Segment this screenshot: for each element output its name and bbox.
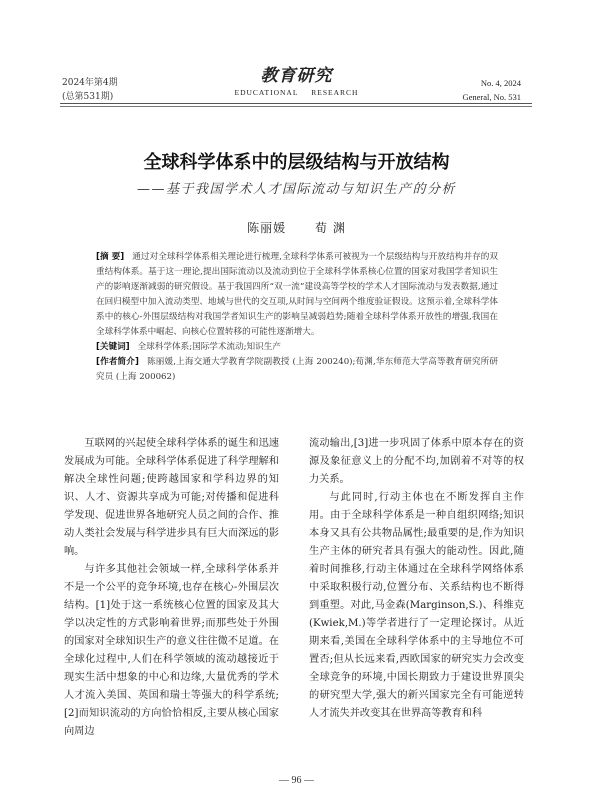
body-paragraph: 互联网的兴起使全球科学体系的诞生和迅速发展成为可能。全球科学体系促进了科学理解和解决全球性问题;使跨越国家和学科边界的知识、人才、资源共享成为可能;对传播和促进科学发现、促进世界各地研究人员之间的合作、推动人类社会发展与科学进步具有巨大而深远的影响。 xyxy=(64,438,279,557)
header-right xyxy=(462,76,521,104)
issue-label-en: No. 4, 2024 xyxy=(480,78,521,88)
serial-label: (总第531期) xyxy=(62,92,114,102)
keywords xyxy=(96,340,498,355)
author-line xyxy=(0,219,593,236)
keywords-text: 全球科学体系;国际学术流动;知识生产 xyxy=(137,342,281,352)
body-column-right xyxy=(309,435,524,723)
author-info xyxy=(96,355,498,385)
body-column-left xyxy=(64,435,279,741)
body-paragraph: 流动输出,[3]进一步巩固了体系中原本存在的资源及象征意义上的分配不均,加剧着不对等的权力关系。 xyxy=(309,438,524,485)
body-paragraph: 与许多其他社会领域一样,全球科学体系并不是一个公平的竞争环境,也存在核心-外围层次结构。[1]处于这一系统核心位置的国家及其大学以决定性的方式影响着世界;而那些处于外围的国家对全球知识生产的意义往往微不足道。在全球化过程中,人们在科学领域的流动越接近于现实生活中想象的中心和边缘,大量优秀的学术人才流入美国、英国和瑞士等强大的科学系统;[2]而知识流动的方向恰恰相反,主要从核心国家向周边 xyxy=(64,564,279,737)
article-title: 全球科学体系中的层级结构与开放结构 xyxy=(143,152,450,173)
serial-label-en: General, No. 531 xyxy=(462,92,521,102)
abstract-label: [摘 要] xyxy=(96,252,125,262)
abstract-block xyxy=(96,250,498,385)
page-number: — 96 — xyxy=(279,775,314,786)
article-subtitle: ——基于我国学术人才国际流动与知识生产的分析 xyxy=(136,182,456,197)
abstract xyxy=(96,250,498,340)
author-info-label: [作者简介] xyxy=(96,357,139,367)
header-rule xyxy=(60,103,532,104)
author-name: 陈丽媛 xyxy=(247,221,287,235)
header-rule-thin xyxy=(60,106,532,107)
issue-label: 2024年第4期 xyxy=(62,78,118,88)
journal-english-name: EDUCATIONAL RESEARCH xyxy=(234,88,359,97)
author-name: 荀 渊 xyxy=(315,221,346,235)
abstract-text: 通过对全球科学体系相关理论进行梳理,全球科学体系可被视为一个层级结构与开放结构并存的双重结构体系。基于这一理论,提出国际流动以及流动到位于全球科学体系核心位置的国家对我国学者知识生产的影响逐渐减弱的研究假设。基于我国四所“双一流”建设高等学校的学术人才国际流动与发表数据,通过在回归模型中加入流动类型、地域与世代的交互项,从时间与空间两个维度验证假设。这预示着,全球科学体系中的核心-外围层级结构对我国学者知识生产的影响呈减弱趋势;随着全球科学体系开放性的增强,我国在全球科学体系中崛起、向核心位置转移的可能性逐渐增大。 xyxy=(96,252,498,337)
body-paragraph: 与此同时,行动主体也在不断发挥自主作用。由于全球科学体系是一种自组织网络;知识本身又具有公共物品属性;最重要的是,作为知识生产主体的研究者具有强大的能动性。因此,随着时间推移,行动主体通过在全球科学网络体系中采取积极行动,位置分布、关系结构也不断得到重塑。对此,马金森(Marginson,S.)、科维克(Kwiek,M.)等学者进行了一定理论探讨。从近期来看,美国在全球科学体系中的主导地位不可置否;但从长远来看,西欧国家的研究实力会改变全球竞争的环境,中国长期致力于建设世界顶尖的研究型大学,强大的新兴国家完全有可能逆转人才流失并改变其在世界高等教育和科 xyxy=(309,492,524,719)
author-info-text: 陈丽媛,上海交通大学教育学院副教授 (上海 200240);荀渊,华东师范大学高等教育研究所研究员 (上海 200062) xyxy=(96,357,499,382)
keywords-label: [关键词] xyxy=(96,342,130,352)
journal-logo: 教育研究 xyxy=(260,66,333,86)
